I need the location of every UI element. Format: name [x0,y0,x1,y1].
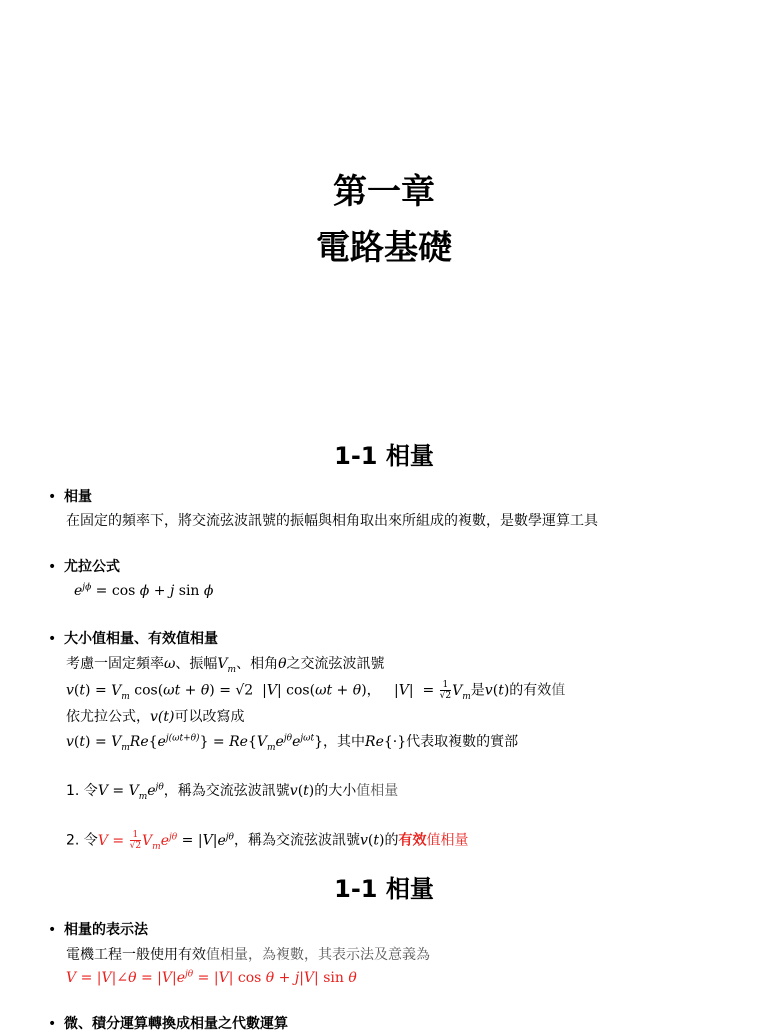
phasor-definition: 在固定的頻率下，將交流弦波訊號的振幅與相角取出來所組成的複數，是數學運算工具 [66,513,598,529]
bullet-heading: 尤拉公式 [64,559,120,575]
bullet-phasor [48,487,92,507]
bullet-dot-icon: • [48,922,57,938]
section-title-2: 1-1 相量 [334,875,434,903]
bullet-dot-icon: • [48,1016,57,1032]
real-part-equation: $v(t) = V_mRe\{e^{j(\omega t+\theta)}\} = Re\{V_me^{j\theta}e^{j\omega t}\}$，其中Re{·}代表取複數的實部 [66,733,519,753]
magnitude-phasor-item: 1. 令$V = V_me^{j\theta}$，稱為交流弦波訊號v(t)的大小值相量 [66,782,399,802]
chapter-number: 第一章 [333,172,435,212]
bullet-euler [48,557,120,577]
euler-rewrite-intro: 依尤拉公式，v(t)可以改寫成 [66,709,245,725]
signal-description: 考慮一固定頻率ω、振幅$V_m$、相角θ之交流弦波訊號 [66,656,385,675]
bullet-calculus-to-algebra [48,1014,288,1034]
representation-text: 電機工程一般使用有效值相量，為複數，其表示法及意義為 [66,947,430,963]
bullet-heading: 大小值相量、有效值相量 [64,631,218,647]
bullet-dot-icon: • [48,559,57,575]
bullet-heading: 相量的表示法 [64,922,148,938]
bullet-dot-icon: • [48,489,57,505]
rms-phasor-item: 2. 令V = $\frac{1}{√2}$ $V_me^{j\theta} = |V|e^{j\theta}$，稱為交流弦波訊號v(t)的有效值相量 [66,830,469,852]
bullet-representation [48,920,148,940]
chapter-title: 電路基礎 [316,228,452,268]
bullet-heading: 微、積分運算轉換成相量之代數運算 [64,1016,288,1032]
bullet-magnitude-rms [48,629,218,649]
representation-formula: V = |V|∠θ = $|V|e^{j\theta} = |V|$ cos θ + j|V| sin θ [66,969,357,986]
bullet-dot-icon: • [48,631,57,647]
euler-formula: $e^{j\phi} = \cos \phi + j$ sin ϕ [74,582,214,599]
signal-equation: $v(t) = V_m$ cos(ωt + θ) = √2 |V| cos(ωt + θ)， |V| = $\frac{1}{√2}$ $V_m$是v(t)的有效值 [66,680,566,702]
section-title-1: 1-1 相量 [334,442,434,470]
bullet-heading: 相量 [64,489,92,505]
